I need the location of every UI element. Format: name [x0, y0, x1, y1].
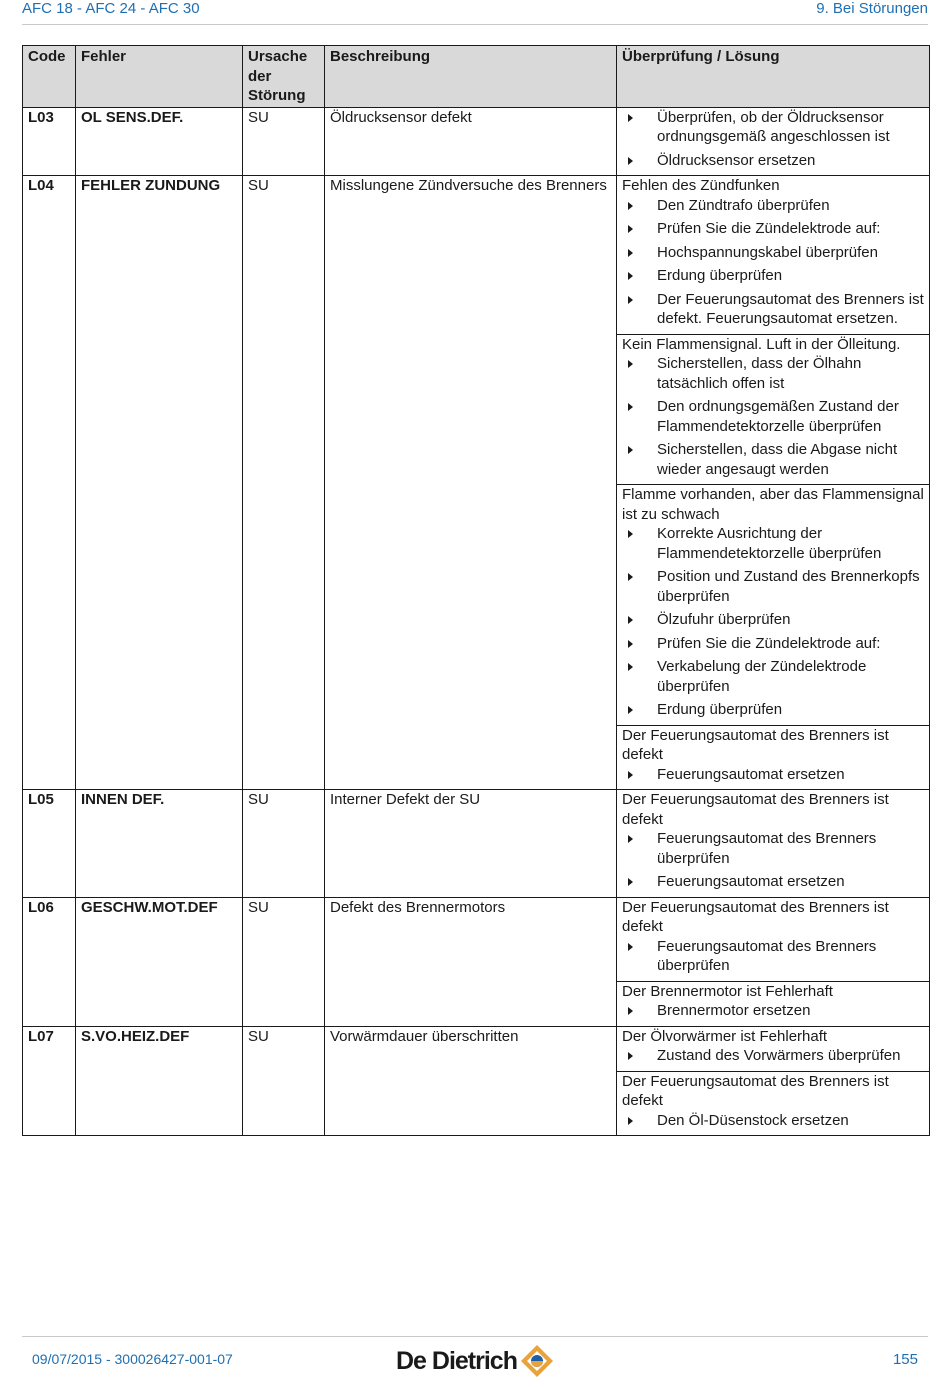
solution-cause-text: Kein Flammensignal. Luft in der Ölleitung. [622, 335, 901, 353]
col-header-fehler: Fehler [76, 46, 243, 108]
bullet-triangle-icon [628, 360, 633, 368]
cell-fehler: FEHLER ZUNDUNG [76, 176, 243, 790]
bullet-triangle-icon [628, 573, 633, 581]
cell-code: L07 [23, 1026, 76, 1136]
solution-block [617, 485, 929, 726]
cell-loesung [617, 1026, 930, 1136]
solution-block [617, 1027, 929, 1072]
bullet-triangle-icon [628, 1007, 633, 1015]
cell-fehler: S.VO.HEIZ.DEF [76, 1026, 243, 1136]
list-item [622, 567, 929, 606]
bullet-text: Den Zündtrafo überprüfen [657, 196, 830, 214]
solution-cause-text: Der Brennermotor ist Fehlerhaft [622, 982, 833, 1000]
bullet-text: Korrekte Ausrichtung der Flammendetektorzelle überprüfen [657, 525, 882, 562]
bullet-text: Hochspannungskabel überprüfen [657, 243, 878, 261]
list-item [622, 108, 929, 147]
header-divider [22, 24, 928, 25]
bullet-triangle-icon [628, 249, 633, 257]
list-item [622, 1001, 929, 1021]
bullet-text: Prüfen Sie die Zündelektrode auf: [657, 220, 881, 237]
brand-diamond-icon [519, 1343, 555, 1379]
table-row [23, 176, 930, 790]
cell-loesung [617, 790, 930, 898]
solution-block [617, 726, 929, 790]
list-item [622, 610, 929, 630]
table-header-row [23, 46, 930, 108]
bullet-text: Den Öl-Düsenstock ersetzen [657, 1111, 849, 1129]
bullet-triangle-icon [628, 202, 633, 210]
table-row [23, 790, 930, 898]
header-chapter-title: 9. Bei Störungen [816, 0, 928, 17]
bullet-triangle-icon [628, 272, 633, 280]
table-body [23, 107, 930, 1136]
list-item [622, 243, 929, 263]
list-item [622, 290, 929, 329]
table-row [23, 1026, 930, 1136]
col-header-beschreibung: Beschreibung [325, 46, 617, 108]
bullet-text: Erdung überprüfen [657, 267, 783, 284]
cell-loesung [617, 897, 930, 1026]
bullet-text: Öldrucksensor ersetzen [657, 151, 816, 169]
bullet-text: Den ordnungsgemäßen Zustand der Flammendetektorzelle überprüfen [657, 398, 899, 435]
bullet-text: Sicherstellen, dass der Ölhahn tatsächlich offen ist [657, 355, 862, 392]
solution-cause-text: Der Feuerungsautomat des Brenners ist defekt [622, 898, 889, 935]
cell-fehler: OL SENS.DEF. [76, 107, 243, 176]
list-item [622, 219, 929, 239]
cell-beschreibung: Defekt des Brennermotors [325, 897, 617, 1026]
bullet-triangle-icon [628, 663, 633, 671]
bullet-triangle-icon [628, 296, 633, 304]
bullet-triangle-icon [628, 157, 633, 165]
cell-ursache: SU [243, 897, 325, 1026]
list-item [622, 266, 929, 286]
solution-cause-text: Der Feuerungsautomat des Brenners ist defekt [622, 1072, 889, 1109]
footer-divider [22, 1336, 928, 1337]
bullet-text: Feuerungsautomat des Brenners überprüfen [657, 937, 877, 974]
brand-logo [396, 1342, 555, 1380]
cell-beschreibung: Öldrucksensor defekt [325, 107, 617, 176]
solution-bullet-list [622, 1111, 929, 1131]
list-item [622, 829, 929, 868]
list-item [622, 397, 929, 436]
cell-fehler: GESCHW.MOT.DEF [76, 897, 243, 1026]
solution-bullet-list [622, 937, 929, 976]
cell-beschreibung: Vorwärmdauer überschritten [325, 1026, 617, 1136]
bullet-triangle-icon [628, 446, 633, 454]
bullet-triangle-icon [628, 403, 633, 411]
bullet-text: Brennermotor ersetzen [657, 1002, 811, 1019]
table-row [23, 107, 930, 176]
list-item [622, 196, 929, 216]
col-header-loesung: Überprüfung / Lösung [617, 46, 930, 108]
list-item [622, 700, 929, 720]
solution-block [617, 982, 929, 1026]
list-item [622, 151, 929, 171]
cell-loesung [617, 176, 930, 790]
bullet-text: Erdung überprüfen [657, 701, 783, 718]
cell-ursache: SU [243, 176, 325, 790]
solution-cause-text: Flamme vorhanden, aber das Flammensignal ist zu schwach [622, 486, 924, 523]
bullet-text: Position und Zustand des Brennerkopfs überprüfen [657, 568, 920, 605]
solution-cause-text: Der Feuerungsautomat des Brenners ist defekt [622, 726, 889, 763]
header-document-title: AFC 18 - AFC 24 - AFC 30 [22, 0, 200, 17]
solution-cause-text: Der Ölvorwärmer ist Fehlerhaft [622, 1027, 828, 1045]
solution-block [617, 176, 929, 335]
cell-loesung [617, 107, 930, 176]
list-item [622, 937, 929, 976]
bullet-triangle-icon [628, 616, 633, 624]
cell-code: L06 [23, 897, 76, 1026]
solution-bullet-list [622, 196, 929, 329]
bullet-text: Feuerungsautomat ersetzen [657, 873, 845, 890]
bullet-text: Feuerungsautomat des Brenners überprüfen [657, 830, 877, 867]
bullet-text: Der Feuerungsautomat des Brenners ist defekt. Feuerungsautomat ersetzen. [657, 290, 924, 327]
cell-fehler: INNEN DEF. [76, 790, 243, 898]
solution-block [617, 898, 929, 982]
bullet-text: Prüfen Sie die Zündelektrode auf: [657, 634, 881, 652]
col-header-ursache: Ursache der Störung [243, 46, 325, 108]
bullet-text: Ölzufuhr überprüfen [657, 611, 791, 628]
cell-ursache: SU [243, 1026, 325, 1136]
bullet-text: Überprüfen, ob der Öldrucksensor ordnungsgemäß angeschlossen ist [657, 108, 890, 145]
cell-ursache: SU [243, 107, 325, 176]
brand-logo-text: De Dietrich [396, 1346, 517, 1375]
bullet-triangle-icon [628, 114, 633, 122]
list-item [622, 657, 929, 696]
list-item [622, 1111, 929, 1131]
cell-code: L05 [23, 790, 76, 898]
bullet-triangle-icon [628, 878, 633, 886]
solution-bullet-list [622, 354, 929, 479]
solution-block [617, 108, 929, 176]
list-item [622, 1046, 929, 1066]
list-item [622, 765, 929, 785]
bullet-triangle-icon [628, 943, 633, 951]
bullet-text: Sicherstellen, dass die Abgase nicht wieder angesaugt werden [657, 441, 898, 478]
bullet-triangle-icon [628, 771, 633, 779]
solution-bullet-list [622, 765, 929, 785]
bullet-text: Verkabelung der Zündelektrode überprüfen [657, 658, 867, 695]
solution-block [617, 1072, 929, 1136]
solution-cause-text: Fehlen des Zündfunken [622, 177, 780, 194]
bullet-triangle-icon [628, 706, 633, 714]
bullet-triangle-icon [628, 530, 633, 538]
solution-bullet-list [622, 524, 929, 720]
bullet-triangle-icon [628, 225, 633, 233]
bullet-text: Feuerungsautomat ersetzen [657, 765, 845, 783]
solution-bullet-list [622, 1046, 929, 1066]
cell-beschreibung: Interner Defekt der SU [325, 790, 617, 898]
list-item [622, 354, 929, 393]
solution-bullet-list [622, 108, 929, 171]
solution-bullet-list [622, 829, 929, 892]
bullet-triangle-icon [628, 640, 633, 648]
list-item [622, 440, 929, 479]
bullet-triangle-icon [628, 835, 633, 843]
cell-code: L03 [23, 107, 76, 176]
table-row [23, 897, 930, 1026]
list-item [622, 872, 929, 892]
col-header-code: Code [23, 46, 76, 108]
solution-bullet-list [622, 1001, 929, 1021]
cell-code: L04 [23, 176, 76, 790]
list-item [622, 524, 929, 563]
bullet-text: Zustand des Vorwärmers überprüfen [657, 1047, 901, 1064]
solution-block [617, 335, 929, 486]
cell-ursache: SU [243, 790, 325, 898]
bullet-triangle-icon [628, 1117, 633, 1125]
bullet-triangle-icon [628, 1052, 633, 1060]
cell-beschreibung: Misslungene Zündversuche des Brenners [325, 176, 617, 790]
footer-page-number: 155 [892, 1351, 918, 1368]
solution-cause-text: Der Feuerungsautomat des Brenners ist defekt [622, 791, 889, 828]
solution-block [617, 790, 929, 897]
footer-doc-reference: 09/07/2015 - 300026427-001-07 [32, 1351, 233, 1367]
list-item [622, 634, 929, 654]
fault-table [22, 45, 930, 1136]
